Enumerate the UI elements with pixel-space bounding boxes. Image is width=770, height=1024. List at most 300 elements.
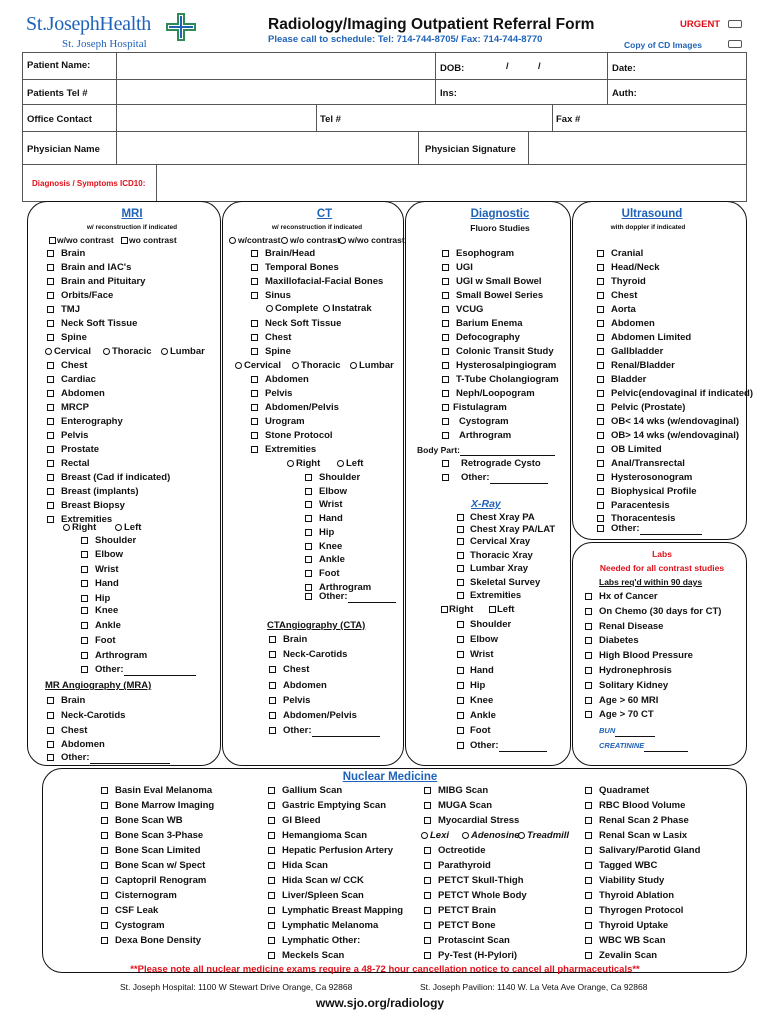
radio-item[interactable] xyxy=(115,522,141,534)
checkbox-item[interactable] xyxy=(597,523,702,535)
checkbox-icon[interactable] xyxy=(585,922,592,929)
checkbox-item[interactable] xyxy=(268,875,364,887)
checkbox-item[interactable] xyxy=(251,248,315,260)
checkbox-item[interactable] xyxy=(101,920,165,932)
checkbox-item[interactable] xyxy=(597,346,663,358)
radio-item[interactable] xyxy=(287,458,320,470)
checkbox-icon[interactable] xyxy=(268,832,275,839)
checkbox-icon[interactable] xyxy=(597,264,604,271)
checkbox-item[interactable] xyxy=(269,725,380,737)
checkbox-icon[interactable] xyxy=(457,742,464,749)
checkbox-icon[interactable] xyxy=(268,877,275,884)
checkbox-icon[interactable] xyxy=(597,432,604,439)
checkbox-icon[interactable] xyxy=(47,264,54,271)
checkbox-item[interactable] xyxy=(81,664,196,676)
checkbox-item[interactable] xyxy=(268,830,367,842)
checkbox-item[interactable] xyxy=(424,890,527,902)
checkbox-item[interactable] xyxy=(251,290,291,302)
checkbox-item[interactable] xyxy=(268,860,328,872)
checkbox-item[interactable] xyxy=(597,304,636,316)
checkbox-icon[interactable] xyxy=(47,474,54,481)
checkbox-item[interactable] xyxy=(441,604,473,616)
checkbox-item[interactable] xyxy=(47,725,87,737)
checkbox-icon[interactable] xyxy=(424,877,431,884)
radio-item[interactable] xyxy=(235,360,281,372)
checkbox-item[interactable] xyxy=(424,785,488,797)
checkbox-item[interactable] xyxy=(121,234,177,246)
checkbox-icon[interactable] xyxy=(47,697,54,704)
checkbox-icon[interactable] xyxy=(47,320,54,327)
cta-heading[interactable] xyxy=(267,620,365,632)
radio-icon[interactable] xyxy=(235,362,242,369)
radio-item[interactable] xyxy=(350,360,394,372)
urgent-checkbox[interactable] xyxy=(728,20,742,28)
checkbox-item[interactable] xyxy=(597,416,739,428)
checkbox-icon[interactable] xyxy=(251,418,258,425)
checkbox-icon[interactable] xyxy=(597,306,604,313)
checkbox-item[interactable] xyxy=(585,950,657,962)
checkbox-icon[interactable] xyxy=(81,595,88,602)
checkbox-icon[interactable] xyxy=(47,376,54,383)
checkbox-icon[interactable] xyxy=(81,607,88,614)
checkbox-item[interactable] xyxy=(305,499,343,511)
checkbox-icon[interactable] xyxy=(81,566,88,573)
checkbox-icon[interactable] xyxy=(101,787,108,794)
checkbox-icon[interactable] xyxy=(101,817,108,824)
checkbox-item[interactable] xyxy=(47,318,137,330)
checkbox-icon[interactable] xyxy=(597,515,604,522)
checkbox-item[interactable] xyxy=(251,444,316,456)
checkbox-item[interactable] xyxy=(457,619,511,631)
checkbox-item[interactable] xyxy=(585,621,663,633)
checkbox-item[interactable] xyxy=(442,290,543,302)
blank-line[interactable] xyxy=(615,728,655,737)
radio-icon[interactable] xyxy=(63,524,70,531)
checkbox-item[interactable] xyxy=(251,402,339,414)
checkbox-icon[interactable] xyxy=(305,543,312,550)
checkbox-icon[interactable] xyxy=(442,362,449,369)
checkbox-icon[interactable] xyxy=(585,697,592,704)
checkbox-item[interactable] xyxy=(305,591,396,603)
checkbox-icon[interactable] xyxy=(457,727,464,734)
checkbox-icon[interactable] xyxy=(585,667,592,674)
checkbox-icon[interactable] xyxy=(269,712,276,719)
radio-item[interactable] xyxy=(462,830,520,842)
radio-item[interactable] xyxy=(266,303,318,315)
radio-icon[interactable] xyxy=(287,460,294,467)
checkbox-icon[interactable] xyxy=(81,622,88,629)
radio-icon[interactable] xyxy=(337,460,344,467)
checkbox-item[interactable] xyxy=(251,318,341,330)
checkbox-icon[interactable] xyxy=(268,862,275,869)
checkbox-item[interactable] xyxy=(585,845,700,857)
checkbox-icon[interactable] xyxy=(442,376,449,383)
checkbox-item[interactable] xyxy=(101,830,203,842)
checkbox-item[interactable] xyxy=(457,695,493,707)
checkbox-icon[interactable] xyxy=(585,907,592,914)
mra-heading[interactable] xyxy=(45,680,151,692)
checkbox-item[interactable] xyxy=(305,568,340,580)
checkbox-item[interactable] xyxy=(585,815,689,827)
checkbox-item[interactable] xyxy=(101,815,183,827)
checkbox-item[interactable] xyxy=(47,304,80,316)
checkbox-item[interactable] xyxy=(424,905,496,917)
checkbox-item[interactable] xyxy=(442,304,483,316)
checkbox-item[interactable] xyxy=(47,290,113,302)
checkbox-item[interactable] xyxy=(585,800,685,812)
checkbox-icon[interactable] xyxy=(597,362,604,369)
checkbox-icon[interactable] xyxy=(81,537,88,544)
checkbox-item[interactable] xyxy=(457,512,535,524)
checkbox-icon[interactable] xyxy=(251,404,258,411)
checkbox-item[interactable] xyxy=(457,577,540,589)
checkbox-item[interactable] xyxy=(47,262,131,274)
checkbox-item[interactable] xyxy=(457,536,530,548)
checkbox-item[interactable] xyxy=(457,550,533,562)
checkbox-icon[interactable] xyxy=(597,525,604,532)
checkbox-icon[interactable] xyxy=(597,474,604,481)
checkbox-icon[interactable] xyxy=(47,404,54,411)
checkbox-item[interactable] xyxy=(101,800,214,812)
checkbox-item[interactable] xyxy=(101,905,158,917)
blank-line[interactable] xyxy=(499,743,547,752)
checkbox-icon[interactable] xyxy=(424,937,431,944)
checkbox-item[interactable] xyxy=(269,695,310,707)
checkbox-item[interactable] xyxy=(585,905,683,917)
checkbox-icon[interactable] xyxy=(424,952,431,959)
checkbox-icon[interactable] xyxy=(585,637,592,644)
radio-item[interactable] xyxy=(103,346,152,358)
checkbox-icon[interactable] xyxy=(442,334,449,341)
checkbox-icon[interactable] xyxy=(424,817,431,824)
checkbox-icon[interactable] xyxy=(305,529,312,536)
checkbox-item[interactable] xyxy=(268,905,403,917)
checkbox-item[interactable] xyxy=(585,785,649,797)
checkbox-icon[interactable] xyxy=(269,636,276,643)
checkbox-icon[interactable] xyxy=(585,847,592,854)
checkbox-item[interactable] xyxy=(268,890,364,902)
checkbox-icon[interactable] xyxy=(441,606,448,613)
checkbox-icon[interactable] xyxy=(251,390,258,397)
checkbox-item[interactable] xyxy=(585,860,657,872)
checkbox-item[interactable] xyxy=(47,695,85,707)
checkbox-icon[interactable] xyxy=(442,348,449,355)
checkbox-item[interactable] xyxy=(269,664,309,676)
checkbox-icon[interactable] xyxy=(305,584,312,591)
checkbox-item[interactable] xyxy=(442,402,507,414)
checkbox-item[interactable] xyxy=(47,416,123,428)
blank-line[interactable] xyxy=(640,526,702,535)
checkbox-icon[interactable] xyxy=(442,250,449,257)
checkbox-icon[interactable] xyxy=(585,832,592,839)
checkbox-icon[interactable] xyxy=(585,892,592,899)
checkbox-item[interactable] xyxy=(585,695,658,707)
checkbox-icon[interactable] xyxy=(47,278,54,285)
checkbox-icon[interactable] xyxy=(585,862,592,869)
checkbox-item[interactable] xyxy=(251,388,292,400)
checkbox-item[interactable] xyxy=(597,290,637,302)
checkbox-icon[interactable] xyxy=(47,250,54,257)
checkbox-icon[interactable] xyxy=(442,460,449,467)
checkbox-item[interactable] xyxy=(457,590,521,602)
checkbox-icon[interactable] xyxy=(457,514,464,521)
checkbox-item[interactable] xyxy=(305,486,347,498)
checkbox-icon[interactable] xyxy=(101,937,108,944)
checkbox-icon[interactable] xyxy=(457,712,464,719)
checkbox-item[interactable] xyxy=(81,578,119,590)
checkbox-item[interactable] xyxy=(49,234,114,246)
checkbox-icon[interactable] xyxy=(585,937,592,944)
checkbox-icon[interactable] xyxy=(585,623,592,630)
checkbox-item[interactable] xyxy=(268,935,360,947)
checkbox-icon[interactable] xyxy=(597,390,604,397)
checkbox-item[interactable] xyxy=(597,276,646,288)
checkbox-icon[interactable] xyxy=(305,570,312,577)
checkbox-item[interactable] xyxy=(424,875,524,887)
radio-item[interactable] xyxy=(337,458,363,470)
checkbox-item[interactable] xyxy=(597,444,662,456)
checkbox-icon[interactable] xyxy=(597,376,604,383)
checkbox-icon[interactable] xyxy=(269,666,276,673)
checkbox-item[interactable] xyxy=(47,332,87,344)
radio-icon[interactable] xyxy=(161,348,168,355)
checkbox-item[interactable] xyxy=(489,604,514,616)
checkbox-item[interactable] xyxy=(442,430,511,442)
radio-icon[interactable] xyxy=(462,832,469,839)
checkbox-icon[interactable] xyxy=(424,922,431,929)
blank-line[interactable] xyxy=(490,475,548,484)
checkbox-item[interactable] xyxy=(268,920,378,932)
checkbox-icon[interactable] xyxy=(269,682,276,689)
checkbox-icon[interactable] xyxy=(47,460,54,467)
checkbox-icon[interactable] xyxy=(81,652,88,659)
checkbox-icon[interactable] xyxy=(442,390,449,397)
checkbox-item[interactable] xyxy=(305,541,342,553)
checkbox-item[interactable] xyxy=(47,360,87,372)
checkbox-item[interactable] xyxy=(597,360,675,372)
checkbox-item[interactable] xyxy=(251,430,333,442)
checkbox-item[interactable] xyxy=(269,649,347,661)
radio-item[interactable] xyxy=(63,522,96,534)
checkbox-item[interactable] xyxy=(251,262,339,274)
checkbox-icon[interactable] xyxy=(305,501,312,508)
checkbox-icon[interactable] xyxy=(268,847,275,854)
checkbox-item[interactable] xyxy=(457,665,494,677)
checkbox-icon[interactable] xyxy=(268,952,275,959)
checkbox-item[interactable] xyxy=(599,725,655,737)
checkbox-item[interactable] xyxy=(424,950,517,962)
checkbox-item[interactable] xyxy=(47,430,88,442)
xray-heading[interactable] xyxy=(471,498,501,511)
checkbox-icon[interactable] xyxy=(305,488,312,495)
radio-icon[interactable] xyxy=(339,237,346,244)
blank-line[interactable] xyxy=(460,447,555,456)
checkbox-icon[interactable] xyxy=(251,376,258,383)
checkbox-icon[interactable] xyxy=(47,502,54,509)
radio-item[interactable] xyxy=(161,346,205,358)
checkbox-icon[interactable] xyxy=(424,847,431,854)
checkbox-icon[interactable] xyxy=(585,682,592,689)
checkbox-icon[interactable] xyxy=(585,593,592,600)
checkbox-item[interactable] xyxy=(457,634,498,646)
radio-icon[interactable] xyxy=(229,237,236,244)
checkbox-item[interactable] xyxy=(585,830,687,842)
checkbox-item[interactable] xyxy=(597,248,643,260)
checkbox-icon[interactable] xyxy=(101,832,108,839)
checkbox-icon[interactable] xyxy=(457,592,464,599)
checkbox-item[interactable] xyxy=(47,472,170,484)
checkbox-icon[interactable] xyxy=(101,802,108,809)
checkbox-item[interactable] xyxy=(585,606,721,618)
blank-line[interactable] xyxy=(90,755,170,764)
checkbox-icon[interactable] xyxy=(424,892,431,899)
checkbox-item[interactable] xyxy=(442,248,514,260)
checkbox-item[interactable] xyxy=(442,262,473,274)
checkbox-icon[interactable] xyxy=(597,278,604,285)
checkbox-item[interactable] xyxy=(47,752,170,764)
checkbox-icon[interactable] xyxy=(47,741,54,748)
checkbox-icon[interactable] xyxy=(47,334,54,341)
checkbox-icon[interactable] xyxy=(47,292,54,299)
checkbox-item[interactable] xyxy=(585,935,666,947)
checkbox-icon[interactable] xyxy=(442,264,449,271)
checkbox-icon[interactable] xyxy=(424,862,431,869)
checkbox-item[interactable] xyxy=(585,890,674,902)
checkbox-icon[interactable] xyxy=(268,802,275,809)
checkbox-item[interactable] xyxy=(442,374,559,386)
checkbox-item[interactable] xyxy=(424,815,519,827)
checkbox-icon[interactable] xyxy=(597,404,604,411)
checkbox-item[interactable] xyxy=(442,318,523,330)
checkbox-icon[interactable] xyxy=(489,606,496,613)
radio-icon[interactable] xyxy=(103,348,110,355)
checkbox-icon[interactable] xyxy=(305,593,312,600)
checkbox-item[interactable] xyxy=(597,402,685,414)
checkbox-icon[interactable] xyxy=(251,320,258,327)
checkbox-item[interactable] xyxy=(585,591,658,603)
radio-item[interactable] xyxy=(281,234,340,246)
checkbox-item[interactable] xyxy=(305,472,360,484)
checkbox-icon[interactable] xyxy=(268,892,275,899)
checkbox-icon[interactable] xyxy=(81,551,88,558)
checkbox-icon[interactable] xyxy=(305,556,312,563)
checkbox-icon[interactable] xyxy=(268,907,275,914)
checkbox-item[interactable] xyxy=(597,332,691,344)
checkbox-icon[interactable] xyxy=(457,526,464,533)
checkbox-item[interactable] xyxy=(424,920,496,932)
checkbox-icon[interactable] xyxy=(268,817,275,824)
checkbox-icon[interactable] xyxy=(101,907,108,914)
checkbox-item[interactable] xyxy=(268,785,342,797)
checkbox-item[interactable] xyxy=(597,388,753,400)
checkbox-icon[interactable] xyxy=(585,802,592,809)
checkbox-icon[interactable] xyxy=(597,460,604,467)
checkbox-item[interactable] xyxy=(585,920,668,932)
checkbox-icon[interactable] xyxy=(442,320,449,327)
checkbox-item[interactable] xyxy=(442,346,554,358)
radio-icon[interactable] xyxy=(292,362,299,369)
checkbox-item[interactable] xyxy=(101,845,201,857)
radio-item[interactable] xyxy=(339,234,405,246)
checkbox-item[interactable] xyxy=(251,332,291,344)
checkbox-item[interactable] xyxy=(101,860,205,872)
checkbox-item[interactable] xyxy=(597,262,660,274)
checkbox-item[interactable] xyxy=(442,416,509,428)
checkbox-icon[interactable] xyxy=(597,418,604,425)
checkbox-item[interactable] xyxy=(597,486,697,498)
checkbox-item[interactable] xyxy=(442,332,520,344)
checkbox-item[interactable] xyxy=(81,620,121,632)
checkbox-icon[interactable] xyxy=(597,334,604,341)
checkbox-icon[interactable] xyxy=(424,787,431,794)
checkbox-item[interactable] xyxy=(47,739,105,751)
checkbox-item[interactable] xyxy=(442,458,541,470)
checkbox-item[interactable] xyxy=(585,665,672,677)
checkbox-icon[interactable] xyxy=(457,538,464,545)
checkbox-item[interactable] xyxy=(457,725,491,737)
checkbox-icon[interactable] xyxy=(585,608,592,615)
checkbox-icon[interactable] xyxy=(442,432,449,439)
checkbox-icon[interactable] xyxy=(121,237,128,244)
checkbox-icon[interactable] xyxy=(47,446,54,453)
checkbox-item[interactable] xyxy=(585,875,664,887)
checkbox-item[interactable] xyxy=(47,458,90,470)
checkbox-icon[interactable] xyxy=(268,787,275,794)
checkbox-item[interactable] xyxy=(597,318,655,330)
radio-icon[interactable] xyxy=(323,305,330,312)
radio-icon[interactable] xyxy=(45,348,52,355)
checkbox-item[interactable] xyxy=(47,248,85,260)
radio-item[interactable] xyxy=(45,346,91,358)
checkbox-icon[interactable] xyxy=(251,432,258,439)
checkbox-item[interactable] xyxy=(597,430,739,442)
checkbox-item[interactable] xyxy=(597,472,692,484)
checkbox-item[interactable] xyxy=(424,845,486,857)
checkbox-item[interactable] xyxy=(101,785,212,797)
copy-cd-checkbox[interactable] xyxy=(728,40,742,48)
checkbox-item[interactable] xyxy=(81,650,147,662)
checkbox-item[interactable] xyxy=(268,845,393,857)
checkbox-item[interactable] xyxy=(251,346,291,358)
checkbox-icon[interactable] xyxy=(597,348,604,355)
checkbox-icon[interactable] xyxy=(597,446,604,453)
checkbox-icon[interactable] xyxy=(305,515,312,522)
checkbox-icon[interactable] xyxy=(457,579,464,586)
checkbox-item[interactable] xyxy=(101,890,177,902)
checkbox-icon[interactable] xyxy=(585,877,592,884)
radio-icon[interactable] xyxy=(115,524,122,531)
checkbox-item[interactable] xyxy=(585,635,639,647)
checkbox-icon[interactable] xyxy=(442,306,449,313)
checkbox-icon[interactable] xyxy=(47,754,54,761)
checkbox-item[interactable] xyxy=(424,860,491,872)
radio-icon[interactable] xyxy=(350,362,357,369)
checkbox-icon[interactable] xyxy=(101,877,108,884)
radio-item[interactable] xyxy=(292,360,341,372)
checkbox-icon[interactable] xyxy=(47,418,54,425)
checkbox-icon[interactable] xyxy=(47,488,54,495)
checkbox-item[interactable] xyxy=(47,374,96,386)
checkbox-item[interactable] xyxy=(269,680,327,692)
blank-line[interactable] xyxy=(348,594,396,603)
checkbox-item[interactable] xyxy=(597,500,670,512)
radio-icon[interactable] xyxy=(421,832,428,839)
checkbox-icon[interactable] xyxy=(251,250,258,257)
checkbox-icon[interactable] xyxy=(251,334,258,341)
checkbox-icon[interactable] xyxy=(305,474,312,481)
checkbox-item[interactable] xyxy=(251,374,309,386)
checkbox-icon[interactable] xyxy=(268,937,275,944)
